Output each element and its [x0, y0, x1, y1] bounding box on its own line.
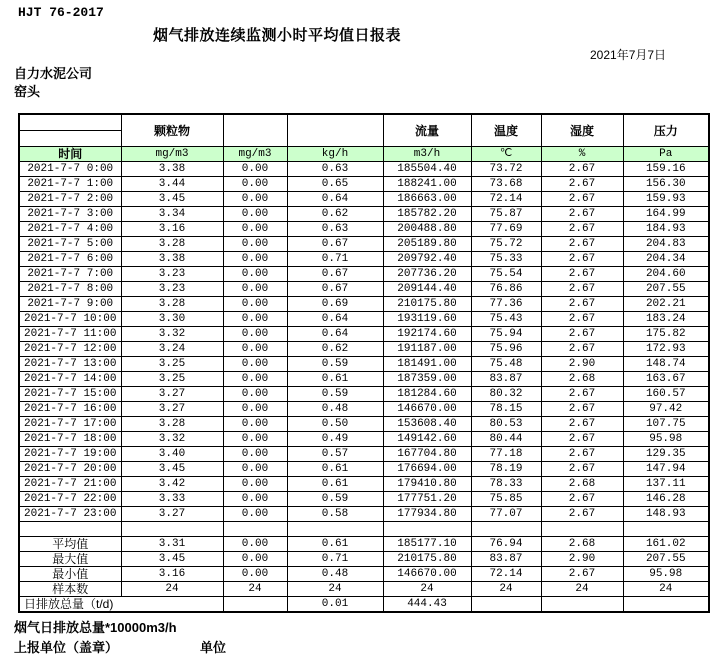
value-cell: 77.36 — [471, 297, 541, 312]
value-cell: 207736.20 — [383, 267, 471, 282]
time-cell: 2021-7-7 2:00 — [19, 192, 121, 207]
value-cell: 83.87 — [471, 372, 541, 387]
summary-label: 样本数 — [19, 582, 121, 597]
value-cell: 0.61 — [287, 477, 383, 492]
summary-value-cell: 2.90 — [541, 552, 623, 567]
value-cell: 107.75 — [623, 417, 709, 432]
value-cell: 188241.00 — [383, 177, 471, 192]
value-cell: 0.64 — [287, 192, 383, 207]
value-cell: 2.67 — [541, 462, 623, 477]
value-cell: 185782.20 — [383, 207, 471, 222]
value-cell: 164.99 — [623, 207, 709, 222]
value-cell: 2.67 — [541, 237, 623, 252]
value-cell: 0.00 — [223, 207, 287, 222]
value-cell: 0.57 — [287, 447, 383, 462]
summary-value-cell: 146670.00 — [383, 567, 471, 582]
value-cell: 156.30 — [623, 177, 709, 192]
value-cell: 0.59 — [287, 492, 383, 507]
empty-cell — [287, 522, 383, 537]
summary-value-cell: 95.98 — [623, 567, 709, 582]
value-cell: 3.23 — [121, 267, 223, 282]
unit-cell: kg/h — [287, 147, 383, 162]
unit-cell: % — [541, 147, 623, 162]
col-header-flow: 流量 — [383, 114, 471, 147]
summary-value-cell: 207.55 — [623, 552, 709, 567]
value-cell: 0.67 — [287, 237, 383, 252]
summary-value-cell: 24 — [223, 582, 287, 597]
value-cell: 3.28 — [121, 297, 223, 312]
time-cell: 2021-7-7 6:00 — [19, 252, 121, 267]
table-row — [19, 417, 709, 432]
value-cell: 172.93 — [623, 342, 709, 357]
value-cell: 159.16 — [623, 162, 709, 177]
value-cell: 75.43 — [471, 312, 541, 327]
value-cell: 3.42 — [121, 477, 223, 492]
time-cell: 2021-7-7 3:00 — [19, 207, 121, 222]
value-cell: 3.24 — [121, 342, 223, 357]
summary-row — [19, 537, 709, 552]
empty-cell — [383, 522, 471, 537]
value-cell: 0.00 — [223, 417, 287, 432]
time-cell: 2021-7-7 23:00 — [19, 507, 121, 522]
time-cell: 2021-7-7 16:00 — [19, 402, 121, 417]
summary-value-cell: 0.48 — [287, 567, 383, 582]
spacer-row — [19, 522, 709, 537]
col-header-particulate: 颗粒物 — [121, 114, 223, 147]
time-cell: 2021-7-7 9:00 — [19, 297, 121, 312]
value-cell: 0.00 — [223, 237, 287, 252]
value-cell: 77.69 — [471, 222, 541, 237]
value-cell: 192174.60 — [383, 327, 471, 342]
value-cell: 2.67 — [541, 312, 623, 327]
daily-total-cell — [223, 597, 287, 613]
empty-cell — [471, 522, 541, 537]
table-row — [19, 462, 709, 477]
value-cell: 184.93 — [623, 222, 709, 237]
value-cell: 181491.00 — [383, 357, 471, 372]
value-cell: 2.68 — [541, 372, 623, 387]
value-cell: 204.34 — [623, 252, 709, 267]
value-cell: 0.48 — [287, 402, 383, 417]
value-cell: 0.00 — [223, 492, 287, 507]
footer-note: 烟气日排放总量*10000m3/h — [14, 620, 177, 635]
value-cell: 209144.40 — [383, 282, 471, 297]
col-header-pressure: 压力 — [623, 114, 709, 147]
value-cell: 163.67 — [623, 372, 709, 387]
value-cell: 200488.80 — [383, 222, 471, 237]
summary-value-cell: 161.02 — [623, 537, 709, 552]
value-cell: 75.85 — [471, 492, 541, 507]
value-cell: 181284.60 — [383, 387, 471, 402]
value-cell: 75.72 — [471, 237, 541, 252]
value-cell: 0.00 — [223, 177, 287, 192]
summary-value-cell: 24 — [541, 582, 623, 597]
unit-cell: m3/h — [383, 147, 471, 162]
value-cell: 129.35 — [623, 447, 709, 462]
value-cell: 3.33 — [121, 492, 223, 507]
value-cell: 160.57 — [623, 387, 709, 402]
value-cell: 0.50 — [287, 417, 383, 432]
value-cell: 2.67 — [541, 222, 623, 237]
corner-cell-bottom — [19, 131, 121, 147]
table-row — [19, 192, 709, 207]
time-cell: 2021-7-7 5:00 — [19, 237, 121, 252]
summary-value-cell: 0.00 — [223, 552, 287, 567]
table-row — [19, 297, 709, 312]
value-cell: 2.67 — [541, 267, 623, 282]
daily-total-cell — [541, 597, 623, 613]
value-cell: 73.72 — [471, 162, 541, 177]
value-cell: 0.49 — [287, 432, 383, 447]
value-cell: 2.67 — [541, 417, 623, 432]
value-cell: 2.67 — [541, 162, 623, 177]
value-cell: 0.61 — [287, 462, 383, 477]
summary-value-cell: 0.00 — [223, 537, 287, 552]
value-cell: 148.74 — [623, 357, 709, 372]
value-cell: 78.33 — [471, 477, 541, 492]
value-cell: 0.59 — [287, 387, 383, 402]
summary-value-cell: 24 — [121, 582, 223, 597]
value-cell: 0.00 — [223, 507, 287, 522]
value-cell: 3.32 — [121, 432, 223, 447]
value-cell: 3.32 — [121, 327, 223, 342]
value-cell: 3.34 — [121, 207, 223, 222]
value-cell: 0.00 — [223, 327, 287, 342]
value-cell: 3.25 — [121, 357, 223, 372]
time-cell: 2021-7-7 10:00 — [19, 312, 121, 327]
time-cell: 2021-7-7 11:00 — [19, 327, 121, 342]
value-cell: 0.58 — [287, 507, 383, 522]
table-row — [19, 507, 709, 522]
table-row — [19, 357, 709, 372]
table-row — [19, 252, 709, 267]
value-cell: 149142.60 — [383, 432, 471, 447]
table-row — [19, 402, 709, 417]
report-date: 2021年7月7日 — [590, 48, 667, 62]
value-cell: 3.16 — [121, 222, 223, 237]
time-cell: 2021-7-7 18:00 — [19, 432, 121, 447]
value-cell: 147.94 — [623, 462, 709, 477]
value-cell: 2.67 — [541, 507, 623, 522]
value-cell: 3.38 — [121, 252, 223, 267]
empty-cell — [121, 522, 223, 537]
value-cell: 205189.80 — [383, 237, 471, 252]
value-cell: 0.00 — [223, 402, 287, 417]
table-row — [19, 207, 709, 222]
summary-value-cell: 210175.80 — [383, 552, 471, 567]
unit-cell: mg/m3 — [121, 147, 223, 162]
table-row — [19, 282, 709, 297]
value-cell: 0.64 — [287, 327, 383, 342]
time-cell: 2021-7-7 7:00 — [19, 267, 121, 282]
value-cell: 97.42 — [623, 402, 709, 417]
value-cell: 3.44 — [121, 177, 223, 192]
value-cell: 204.60 — [623, 267, 709, 282]
value-cell: 176694.00 — [383, 462, 471, 477]
summary-value-cell: 185177.10 — [383, 537, 471, 552]
value-cell: 0.00 — [223, 447, 287, 462]
value-cell: 207.55 — [623, 282, 709, 297]
value-cell: 2.67 — [541, 177, 623, 192]
value-cell: 179410.80 — [383, 477, 471, 492]
value-cell: 0.63 — [287, 222, 383, 237]
summary-label: 最大值 — [19, 552, 121, 567]
table-row — [19, 432, 709, 447]
value-cell: 3.28 — [121, 417, 223, 432]
value-cell: 3.27 — [121, 402, 223, 417]
empty-cell — [19, 522, 121, 537]
value-cell: 78.15 — [471, 402, 541, 417]
value-cell: 137.11 — [623, 477, 709, 492]
value-cell: 2.67 — [541, 432, 623, 447]
col-header-blank-2 — [287, 114, 383, 147]
value-cell: 75.96 — [471, 342, 541, 357]
time-cell: 2021-7-7 0:00 — [19, 162, 121, 177]
empty-cell — [623, 522, 709, 537]
value-cell: 75.54 — [471, 267, 541, 282]
summary-value-cell: 0.61 — [287, 537, 383, 552]
value-cell: 2.67 — [541, 402, 623, 417]
col-header-temperature: 温度 — [471, 114, 541, 147]
value-cell: 0.00 — [223, 222, 287, 237]
summary-value-cell: 2.68 — [541, 537, 623, 552]
value-cell: 2.67 — [541, 282, 623, 297]
value-cell: 2.90 — [541, 357, 623, 372]
summary-value-cell: 72.14 — [471, 567, 541, 582]
value-cell: 183.24 — [623, 312, 709, 327]
value-cell: 191187.00 — [383, 342, 471, 357]
table-row — [19, 387, 709, 402]
summary-value-cell: 0.00 — [223, 567, 287, 582]
unit-cell: mg/m3 — [223, 147, 287, 162]
summary-label: 平均值 — [19, 537, 121, 552]
value-cell: 0.00 — [223, 372, 287, 387]
report-table — [18, 113, 710, 613]
summary-row — [19, 552, 709, 567]
daily-total-cell: 444.43 — [383, 597, 471, 613]
col-header-humidity: 湿度 — [541, 114, 623, 147]
summary-value-cell: 24 — [287, 582, 383, 597]
value-cell: 177934.80 — [383, 507, 471, 522]
value-cell: 0.71 — [287, 252, 383, 267]
summary-row — [19, 567, 709, 582]
table-row — [19, 162, 709, 177]
value-cell: 0.00 — [223, 477, 287, 492]
unit-row — [19, 147, 709, 162]
summary-value-cell: 0.71 — [287, 552, 383, 567]
summary-value-cell: 3.16 — [121, 567, 223, 582]
value-cell: 3.23 — [121, 282, 223, 297]
time-cell: 2021-7-7 4:00 — [19, 222, 121, 237]
summary-value-cell: 3.31 — [121, 537, 223, 552]
value-cell: 0.00 — [223, 267, 287, 282]
value-cell: 0.00 — [223, 252, 287, 267]
value-cell: 204.83 — [623, 237, 709, 252]
value-cell: 146.28 — [623, 492, 709, 507]
value-cell: 73.68 — [471, 177, 541, 192]
value-cell: 187359.00 — [383, 372, 471, 387]
daily-total-label: 日排放总量（t/d) — [19, 597, 223, 613]
value-cell: 186663.00 — [383, 192, 471, 207]
daily-total-cell — [471, 597, 541, 613]
value-cell: 0.00 — [223, 297, 287, 312]
value-cell: 2.67 — [541, 252, 623, 267]
value-cell: 0.67 — [287, 267, 383, 282]
value-cell: 0.00 — [223, 192, 287, 207]
value-cell: 0.00 — [223, 432, 287, 447]
value-cell: 3.25 — [121, 372, 223, 387]
value-cell: 209792.40 — [383, 252, 471, 267]
value-cell: 0.00 — [223, 342, 287, 357]
empty-cell — [223, 522, 287, 537]
summary-value-cell: 24 — [623, 582, 709, 597]
table-row — [19, 312, 709, 327]
table-row — [19, 492, 709, 507]
time-cell: 2021-7-7 19:00 — [19, 447, 121, 462]
value-cell: 2.67 — [541, 342, 623, 357]
table-row — [19, 267, 709, 282]
value-cell: 185504.40 — [383, 162, 471, 177]
table-row — [19, 372, 709, 387]
value-cell: 0.00 — [223, 357, 287, 372]
value-cell: 77.18 — [471, 447, 541, 462]
value-cell: 76.86 — [471, 282, 541, 297]
time-cell: 2021-7-7 1:00 — [19, 177, 121, 192]
summary-value-cell: 24 — [471, 582, 541, 597]
value-cell: 153608.40 — [383, 417, 471, 432]
value-cell: 0.62 — [287, 342, 383, 357]
value-cell: 0.67 — [287, 282, 383, 297]
value-cell: 0.61 — [287, 372, 383, 387]
value-cell: 148.93 — [623, 507, 709, 522]
report-unit-label: 上报单位（盖章） — [14, 640, 119, 655]
unit-cell: Pa — [623, 147, 709, 162]
value-cell: 175.82 — [623, 327, 709, 342]
time-cell: 2021-7-7 22:00 — [19, 492, 121, 507]
value-cell: 72.14 — [471, 192, 541, 207]
time-cell: 2021-7-7 14:00 — [19, 372, 121, 387]
value-cell: 3.45 — [121, 462, 223, 477]
value-cell: 2.68 — [541, 477, 623, 492]
value-cell: 3.28 — [121, 237, 223, 252]
value-cell: 0.00 — [223, 387, 287, 402]
value-cell: 3.45 — [121, 192, 223, 207]
value-cell: 0.65 — [287, 177, 383, 192]
time-cell: 2021-7-7 12:00 — [19, 342, 121, 357]
value-cell: 75.94 — [471, 327, 541, 342]
value-cell: 80.44 — [471, 432, 541, 447]
value-cell: 3.40 — [121, 447, 223, 462]
empty-cell — [541, 522, 623, 537]
unit-cell: ℃ — [471, 147, 541, 162]
time-cell: 2021-7-7 17:00 — [19, 417, 121, 432]
value-cell: 159.93 — [623, 192, 709, 207]
value-cell: 0.00 — [223, 162, 287, 177]
value-cell: 2.67 — [541, 447, 623, 462]
report-title: 烟气排放连续监测小时平均值日报表 — [153, 27, 402, 44]
summary-row — [19, 582, 709, 597]
daily-total-cell: 0.01 — [287, 597, 383, 613]
value-cell: 0.00 — [223, 282, 287, 297]
value-cell: 3.27 — [121, 387, 223, 402]
table-row — [19, 237, 709, 252]
value-cell: 167704.80 — [383, 447, 471, 462]
value-cell: 177751.20 — [383, 492, 471, 507]
value-cell: 2.67 — [541, 297, 623, 312]
value-cell: 0.62 — [287, 207, 383, 222]
value-cell: 202.21 — [623, 297, 709, 312]
value-cell: 2.67 — [541, 207, 623, 222]
value-cell: 75.87 — [471, 207, 541, 222]
daily-total-cell — [623, 597, 709, 613]
value-cell: 75.48 — [471, 357, 541, 372]
value-cell: 0.00 — [223, 312, 287, 327]
summary-value-cell: 24 — [383, 582, 471, 597]
value-cell: 2.67 — [541, 387, 623, 402]
time-cell: 2021-7-7 21:00 — [19, 477, 121, 492]
value-cell: 80.32 — [471, 387, 541, 402]
table-row — [19, 327, 709, 342]
value-cell: 3.30 — [121, 312, 223, 327]
summary-label: 最小值 — [19, 567, 121, 582]
daily-total-row — [19, 597, 709, 613]
company-name: 自力水泥公司 — [14, 66, 93, 81]
summary-value-cell: 2.67 — [541, 567, 623, 582]
value-cell: 0.00 — [223, 462, 287, 477]
group-header-row — [19, 114, 709, 131]
unit-label: 单位 — [200, 640, 227, 655]
value-cell: 2.67 — [541, 192, 623, 207]
value-cell: 146670.00 — [383, 402, 471, 417]
summary-value-cell: 76.94 — [471, 537, 541, 552]
value-cell: 210175.80 — [383, 297, 471, 312]
value-cell: 2.67 — [541, 327, 623, 342]
table-row — [19, 447, 709, 462]
monitoring-point: 窑头 — [14, 84, 41, 99]
value-cell: 0.64 — [287, 312, 383, 327]
value-cell: 3.38 — [121, 162, 223, 177]
value-cell: 0.59 — [287, 357, 383, 372]
time-cell: 2021-7-7 8:00 — [19, 282, 121, 297]
time-column-header: 时间 — [19, 147, 121, 162]
value-cell: 95.98 — [623, 432, 709, 447]
table-row — [19, 342, 709, 357]
summary-value-cell: 3.45 — [121, 552, 223, 567]
value-cell: 193119.60 — [383, 312, 471, 327]
table-row — [19, 222, 709, 237]
value-cell: 2.67 — [541, 492, 623, 507]
standard-code: HJT 76-2017 — [18, 5, 104, 20]
value-cell: 78.19 — [471, 462, 541, 477]
value-cell: 0.69 — [287, 297, 383, 312]
value-cell: 0.63 — [287, 162, 383, 177]
time-cell: 2021-7-7 20:00 — [19, 462, 121, 477]
value-cell: 80.53 — [471, 417, 541, 432]
time-cell: 2021-7-7 13:00 — [19, 357, 121, 372]
table-row — [19, 477, 709, 492]
col-header-blank-1 — [223, 114, 287, 147]
summary-value-cell: 83.87 — [471, 552, 541, 567]
value-cell: 75.33 — [471, 252, 541, 267]
table-row — [19, 177, 709, 192]
corner-cell-top — [19, 114, 121, 131]
value-cell: 77.07 — [471, 507, 541, 522]
time-cell: 2021-7-7 15:00 — [19, 387, 121, 402]
value-cell: 3.27 — [121, 507, 223, 522]
